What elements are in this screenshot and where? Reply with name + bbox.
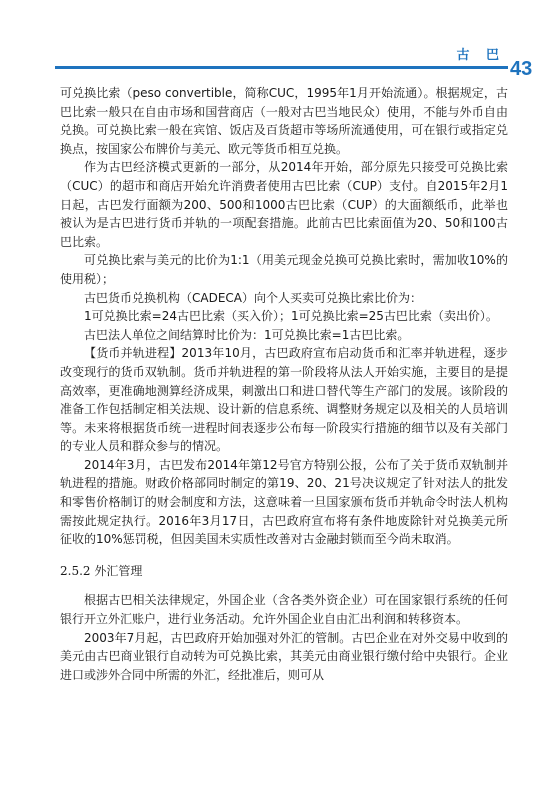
- page-header: [0, 0, 559, 80]
- section-heading: 2.5.2 外汇管理: [60, 563, 143, 578]
- paragraph: 【货币并轨进程】2013年10月，古巴政府宣布启动货币和汇率并轨进程，逐步改变现行的货币双轨制。货币并轨进程的第一阶段将从法人开始实施，主要目的是提高效率，更准确地测算经济成果，刺激出口和进口替代等生产部门的发展。该阶段的准备工作包括制定相关法规、设计新的信息系统、调整财务规定以及相关的人员培训等。未来将根据货币统一进程时间表逐步公布每一阶段实行措施的细节以及有关部门的专业人员和群众参与的情况。: [60, 346, 508, 454]
- paragraph: 2014年3月，古巴发布2014年第12号官方特别公报，公布了关于货币双轨制并轨进程的措施。财政价格部同时制定的第19、20、21号决议规定了针对法人的批发和零售价格制订的财会制度和方法，这意味着一旦国家颁布货币并轨命令时法人机构需按此规定执行。2016年3月17日，古巴政府宣布将有条件地废除针对兑换美元所征收的10%惩罚税，但因美国未实质性改善对古金融封锁而至今尚未取消。: [60, 457, 508, 547]
- running-header-title: 古 巴: [456, 48, 505, 63]
- paragraph: 作为古巴经济模式更新的一部分，从2014年开始，部分原先只接受可兑换比索（CUC）的超市和商店开始允许消费者使用古巴比索（CUP）支付。自2015年2月1日起，古巴发行面额为200、500和1000古巴比索（CUP）的大面额纸币，此举也被认为是古巴进行货币并轨的一项配套措施。此前古巴比索面值为20、50和100古巴比索。: [60, 160, 508, 249]
- paragraph: 根据古巴相关法律规定，外国企业（含各类外资企业）可在国家银行系统的任何银行开立外汇账户，进行业务活动。允许外国企业自由汇出利润和转移资本。: [60, 593, 508, 627]
- paragraph: 古巴货币兑换机构（CADECA）向个人买卖可兑换比索比价为：: [84, 290, 423, 305]
- header-rule: [55, 66, 508, 69]
- page-number: 43: [510, 58, 533, 80]
- paragraph: 古巴法人单位之间结算时比价为：1可兑换比索=1古巴比索。: [84, 327, 410, 342]
- body-text: [60, 84, 508, 684]
- paragraph: 2003年7月起，古巴政府开始加强对外汇的管制。古巴企业在对外交易中收到的美元由古巴商业银行自动转为可兑换比索，其美元由商业银行缴付给中央银行。企业进口或涉外合同中所需的外汇，经批准后，则可从: [60, 630, 508, 682]
- paragraph: 1可兑换比索=24古巴比索（买入价）；1可兑换比索=25古巴比索（卖出价）。: [84, 309, 498, 324]
- paragraph: 可兑换比索与美元的比价为1:1（用美元现金兑换可兑换比索时，需加收10%的使用税）；: [60, 253, 508, 286]
- paragraph: 可兑换比索（peso convertible，简称CUC，1995年1月开始流通）。根据规定，古巴比索一般只在自由市场和国营商店（一般对古巴当地民众）使用，不能与外币自由兑换。可兑换比索一般在宾馆、饭店及百货超市等场所流通使用，可在银行或指定兑换点，按国家公布牌价与美元、欧元等货币相互兑换。: [60, 86, 508, 156]
